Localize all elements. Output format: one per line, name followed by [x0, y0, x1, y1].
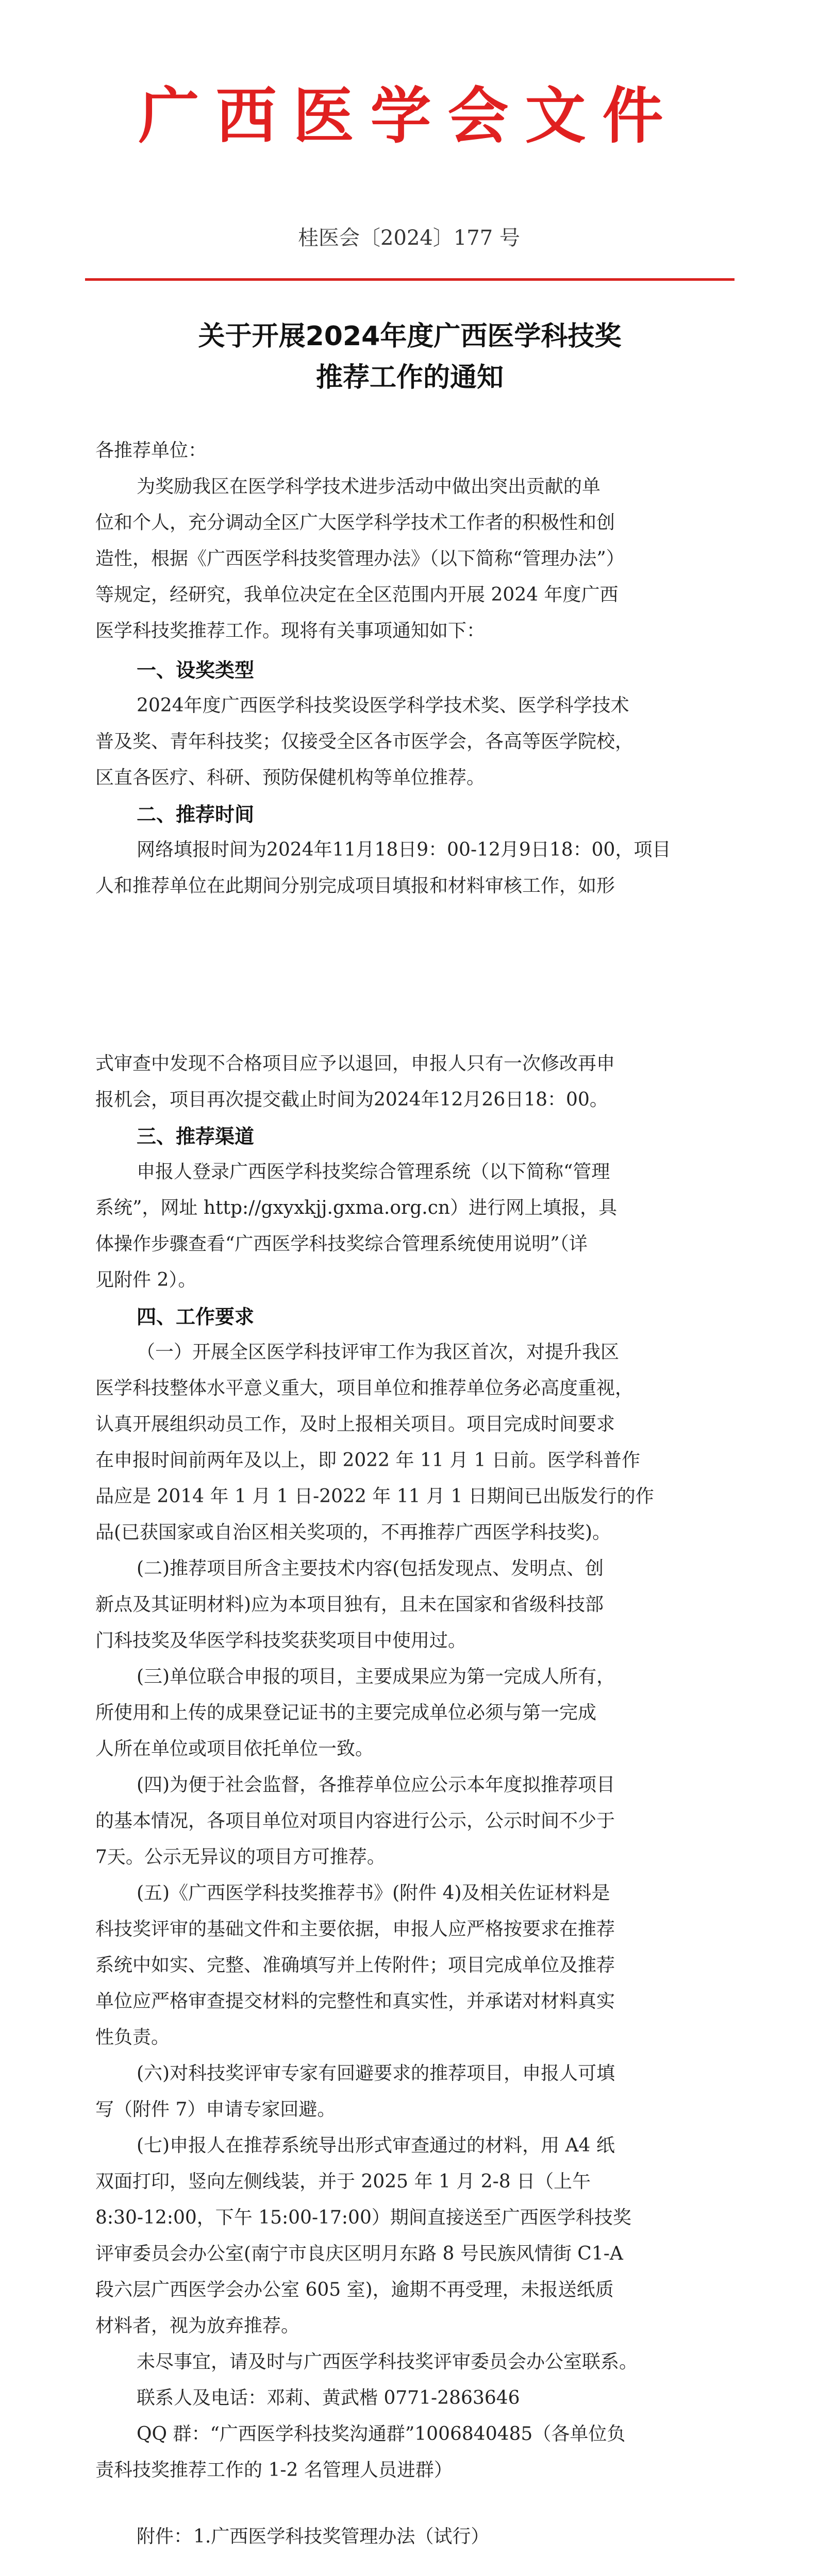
qq-group-line: QQ 群：“广西医学科技奖沟通群”1006840485（各单位负: [137, 2424, 626, 2445]
section-text-line: 2024年度广西医学科技奖设医学科学技术奖、医学科学技术: [137, 695, 629, 716]
section-text-line: 性负责。: [95, 2027, 170, 2048]
section-text-line: 式审查中发现不合格项目应予以退回，申报人只有一次修改再申: [95, 1053, 615, 1074]
notice-title-line-2: 推荐工作的通知: [315, 362, 504, 393]
section-text-line: 网络填报时间为2024年11月18日9：00-12月9日18：00，项目: [137, 839, 671, 860]
section-text-line: 见附件 2）。: [95, 1269, 197, 1291]
section-text-line: (七)申报人在推荐系统导出形式审查通过的材料，用 A4 纸: [137, 2135, 615, 2156]
section-heading-channel: 三、推荐渠道: [137, 1125, 255, 1148]
section-text-line: 品(已获国家或自治区相关奖项的，不再推荐广西医学科技奖)。: [95, 1522, 611, 1543]
section-text-line: 体操作步骤查看“广西医学科技奖综合管理系统使用说明”（详: [95, 1233, 588, 1255]
attachment-item: 1.广西医学科技奖管理办法（试行）: [193, 2526, 490, 2547]
section-text-line: 段六层广西医学会办公室 605 室)，逾期不再受理，未报送纸质: [95, 2279, 614, 2300]
section-text-line: (四)为便于社会监督，各推荐单位应公示本年度拟推荐项目: [137, 1774, 615, 1795]
intro-line: 造性，根据《广西医学科技奖管理办法》（以下简称“管理办法”）: [95, 548, 625, 569]
section-text-line: 8:30-12:00，下午 15:00-17:00）期间直接送至广西医学科技奖: [95, 2207, 631, 2228]
section-text-line: 7天。公示无异议的项目方可推荐。: [95, 1846, 386, 1868]
section-text-line: 所使用和上传的成果登记证书的主要完成单位必须与第一完成: [95, 1702, 597, 1723]
document-number: 桂医会〔2024〕177 号: [298, 226, 520, 250]
section-text-line: 单位应严格审查提交材料的完整性和真实性，并承诺对材料真实: [95, 1991, 615, 2012]
section-text-line: 门科技奖及华医学科技奖获奖项目中使用过。: [95, 1630, 467, 1651]
section-text-line: 评审委员会办公室(南宁市良庆区明月东路 8 号民族风情街 C1-A: [95, 2243, 623, 2264]
section-text-line: 认真开展组织动员工作，及时上报相关项目。项目完成时间要求: [95, 1414, 615, 1435]
contact-note: 未尽事宜，请及时与广西医学科技奖评审委员会办公室联系。: [137, 2351, 638, 2372]
section-heading-requirements: 四、工作要求: [137, 1306, 255, 1328]
section-text-line: 系统中如实、完整、准确填写并上传附件；项目完成单位及推荐: [95, 1955, 615, 1976]
section-text-line: 在申报时间前两年及以上，即 2022 年 11 月 1 日前。医学科普作: [95, 1450, 640, 1471]
attachments-label: 附件：: [137, 2526, 193, 2547]
section-text-line: 科技奖评审的基础文件和主要依据，申报人应严格按要求在推荐: [95, 1919, 615, 1940]
salutation: 各推荐单位：: [95, 440, 207, 461]
section-text-line: 区直各医疗、科研、预防保健机构等单位推荐。: [95, 767, 486, 788]
notice-title-line-1: 关于开展2024年度广西医学科技奖: [198, 321, 622, 352]
qq-group-line: 责科技奖推荐工作的 1-2 名管理人员进群）: [95, 2460, 453, 2481]
intro-line: 位和个人，充分调动全区广大医学科学技术工作者的积极性和创: [95, 512, 615, 533]
section-text-line: 人和推荐单位在此期间分别完成项目填报和材料审核工作，如形: [95, 875, 615, 896]
section-text-line: (五)《广西医学科技奖推荐书》(附件 4)及相关佐证材料是: [137, 1883, 610, 1904]
section-text-line: 品应是 2014 年 1 月 1 日-2022 年 11 月 1 日期间已出版发行的作: [95, 1486, 654, 1507]
section-text-line: 人所在单位或项目依托单位一致。: [95, 1738, 374, 1759]
section-text-line: (三)单位联合申报的项目，主要成果应为第一完成人所有，: [137, 1666, 615, 1687]
intro-line: 医学科技奖推荐工作。现将有关事项通知如下：: [95, 620, 486, 641]
intro-line: 等规定，经研究，我单位决定在全区范围内开展 2024 年度广西: [95, 584, 619, 605]
intro-line: 为奖励我区在医学科学技术进步活动中做出突出贡献的单: [137, 476, 601, 497]
section-text-line: (六)对科技奖评审专家有回避要求的推荐项目，申报人可填: [137, 2063, 615, 2084]
section-text-line: 材料者，视为放弃推荐。: [95, 2315, 300, 2336]
document-header-title: 广西医学会文件: [138, 80, 680, 151]
section-text-line: 报机会，项目再次提交截止时间为2024年12月26日18：00。: [95, 1089, 608, 1110]
section-text-line: (二)推荐项目所含主要技术内容(包括发现点、发明点、创: [137, 1558, 604, 1579]
section-text-line: 新点及其证明材料)应为本项目独有，且未在国家和省级科技部: [95, 1594, 604, 1615]
section-text-line: 双面打印，竖向左侧线装，并于 2025 年 1 月 2-8 日（上午: [95, 2171, 591, 2192]
section-text-line: 申报人登录广西医学科技奖综合管理系统（以下简称“管理: [137, 1161, 610, 1182]
section-text-line: 写（附件 7）申请专家回避。: [95, 2099, 336, 2120]
section-text-line: 普及奖、青年科技奖；仅接受全区各市医学会，各高等医学院校，: [95, 731, 634, 752]
section-text-line: 的基本情况，各项目单位对项目内容进行公示，公示时间不少于: [95, 1810, 615, 1832]
section-text-line: （一）开展全区医学科技评审工作为我区首次，对提升我区: [137, 1342, 620, 1363]
section-heading-schedule: 二、推荐时间: [137, 803, 255, 826]
section-text-line: 医学科技整体水平意义重大，项目单位和推荐单位务必高度重视，: [95, 1378, 634, 1399]
section-text-line: 系统”，网址 http://gxyxkjj.gxma.org.cn）进行网上填报，具: [95, 1197, 617, 1218]
contact-person-phone: 联系人及电话：邓莉、黄武楷 0771-2863646: [137, 2387, 520, 2409]
section-heading-award-types: 一、设奖类型: [137, 659, 255, 682]
header-divider: [85, 278, 734, 281]
